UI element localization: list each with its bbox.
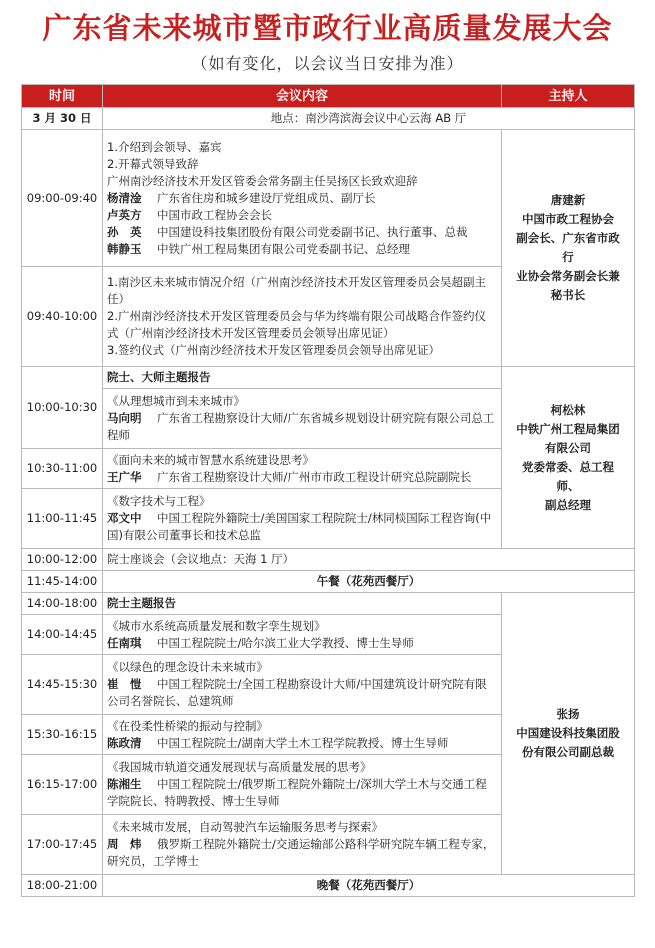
content-line: 广州南沙经济技术开发区管委会常务副主任吴扬区长致欢迎辞 [107, 173, 418, 188]
venue-cell [103, 108, 635, 130]
section-heading: 院士主题报告 [103, 593, 502, 615]
time-cell: 15:30-16:15 [22, 715, 103, 755]
speaker-name: 周 炜 [107, 837, 142, 851]
header-row [22, 85, 635, 108]
topic: 《以绿色的理念设计未来城市》 [107, 660, 268, 674]
speaker-title: 中国工程院院士/湖南大学土木工程学院教授、博士生导师 [157, 735, 449, 750]
content-cell [103, 389, 502, 449]
time-cell: 09:00-09:40 [22, 130, 103, 267]
section-row [22, 593, 635, 615]
host-title-line: 份有限公司副总裁 [522, 745, 614, 759]
content-cell [103, 130, 502, 267]
speaker-line [107, 410, 497, 444]
topic: 《面向未来的城市智慧水系统建设思考》 [107, 452, 314, 467]
speaker-name: 马向明 [107, 411, 142, 425]
speaker-title: 广东省工程勘察设计大师/广州市市政工程设计研究总院副院长 [157, 469, 472, 484]
speaker-name: 崔 愷 [107, 677, 142, 691]
content-cell [103, 615, 502, 655]
content-cell [103, 815, 502, 875]
content-cell [103, 755, 502, 815]
speaker-line [107, 776, 497, 810]
topic: 《数字技术与工程》 [107, 494, 211, 508]
content-cell [103, 267, 502, 367]
speaker-title: 广东省工程勘察设计大师/广东省城乡规划设计研究院有限公司总工程师 [107, 411, 495, 442]
speaker-line [107, 676, 497, 710]
time-cell: 10:00-10:30 [22, 367, 103, 449]
schedule-row [22, 571, 635, 593]
content-line: 3.签约仪式（广州南沙经济技术开发区管理委员会领导出席见证） [107, 343, 440, 357]
page-subtitle: （如有变化，以会议当日安排为准） [191, 54, 464, 73]
date-cell: 3 月 30 日 [22, 108, 103, 130]
time-cell: 17:00-17:45 [22, 815, 103, 875]
speaker-title: 广东省住房和城乡建设厅党组成员、副厅长 [157, 190, 376, 205]
host-title-line: 有限公司 [545, 440, 591, 455]
host-title-line: 业协会常务副会长兼 [516, 269, 620, 283]
time-cell: 14:00-18:00 [22, 593, 103, 615]
section-row [22, 367, 635, 389]
speaker-line [107, 510, 497, 544]
time-cell: 16:15-17:00 [22, 755, 103, 815]
host-title-line: 副总经理 [545, 497, 591, 512]
speaker-name: 韩静玉 [107, 241, 142, 256]
time-cell: 11:00-11:45 [22, 489, 103, 549]
speaker-line [107, 836, 497, 870]
speaker-line [107, 635, 497, 652]
schedule-row [22, 875, 635, 897]
time-cell: 14:45-15:30 [22, 655, 103, 715]
speaker-title: 中国工程院院士/全国工程勘察设计大师/中国建筑设计研究院有限公司名誉院长、总建筑师 [107, 677, 487, 708]
section-heading: 院士、大师主题报告 [103, 367, 502, 389]
header-host: 主持人 [502, 85, 635, 108]
host-name: 张扬 [556, 707, 580, 721]
schedule-table [21, 84, 635, 897]
host-title-line: 中国市政工程协会 [522, 212, 614, 226]
content-cell [103, 449, 502, 489]
content-line: 1.介绍到会领导、嘉宾 [107, 139, 222, 154]
speaker-name: 王广华 [107, 469, 142, 484]
schedule-row [22, 130, 635, 267]
speaker-name: 邓文中 [107, 511, 142, 525]
host-title-line: 中铁广州工程局集团 [516, 421, 620, 436]
speaker-name: 陈政清 [107, 735, 142, 750]
time-cell: 14:00-14:45 [22, 615, 103, 655]
content-line: 2.开幕式领导致辞 [107, 156, 199, 171]
time-cell: 10:30-11:00 [22, 449, 103, 489]
speaker-title: 中国建设科技集团股份有限公司党委副书记、执行董事、总裁 [157, 224, 468, 239]
content-line: 2.广州南沙经济技术开发区管理委员会与华为终端有限公司战略合作签约仪式（广州南沙经济技术开发区管理委员会领导出席见证） [107, 309, 486, 340]
speaker-line [107, 241, 497, 258]
schedule-row [22, 549, 635, 571]
speaker-line [107, 224, 497, 241]
speaker-line [107, 190, 497, 207]
venue-text: 地点：南沙湾滨海会议中心云海 AB 厅 [270, 111, 467, 125]
speaker-name: 任南琪 [107, 635, 142, 650]
meal-cell: 晚餐（花苑西餐厅） [103, 875, 635, 897]
host-cell [502, 367, 635, 549]
header-content: 会议内容 [103, 85, 502, 108]
speaker-line [107, 469, 497, 486]
time-cell: 11:45-14:00 [22, 571, 103, 593]
speaker-name: 杨清淦 [107, 190, 142, 205]
header-time: 时间 [22, 85, 103, 108]
speaker-title: 中国工程院外籍院士/美国国家工程院院士/林同棪国际工程咨询(中国)有限公司董事长和技术总监 [107, 511, 492, 542]
host-cell [502, 593, 635, 875]
date-row [22, 108, 635, 130]
host-title-line: 副会长、广东省市政行 [516, 231, 620, 264]
time-cell: 09:40-10:00 [22, 267, 103, 367]
content-cell [103, 655, 502, 715]
speaker-title: 中国市政工程协会会长 [157, 207, 272, 222]
host-title-line: 党委常委、总工程师、 [522, 459, 614, 493]
host-cell [502, 130, 635, 367]
topic: 《城市水系统高质量发展和数字孪生规划》 [107, 618, 326, 633]
topic: 《从理想城市到未来城市》 [107, 394, 245, 408]
speaker-title: 中铁广州工程局集团有限公司党委副书记、总经理 [157, 241, 410, 256]
meal-cell: 午餐（花苑西餐厅） [103, 571, 635, 593]
content-line: 1.南沙区未来城市情况介绍（广州南沙经济技术开发区管理委员会吴超副主任） [107, 275, 486, 306]
host-name: 柯松林 [550, 402, 586, 417]
time-cell: 18:00-21:00 [22, 875, 103, 897]
content-cell [103, 489, 502, 549]
speaker-title: 俄罗斯工程院外籍院士/交通运输部公路科学研究院车辆工程专家，研究员，工学博士 [107, 837, 495, 868]
speaker-name: 孙 英 [107, 224, 142, 239]
topic: 《我国城市轨道交通发展现状与高质量发展的思考》 [107, 760, 372, 774]
host-name: 唐建新 [550, 193, 586, 207]
content-cell [103, 715, 502, 755]
content-cell: 院士座谈会（会议地点：天海 1 厅） [103, 549, 635, 571]
speaker-title: 中国工程院院士/哈尔滨工业大学教授、博士生导师 [157, 635, 414, 650]
speaker-line [107, 207, 497, 224]
topic: 《在役柔性桥梁的振动与控制》 [107, 718, 268, 733]
host-title-line: 秘书长 [550, 288, 586, 302]
host-title-line: 中国建设科技集团股 [516, 726, 620, 740]
topic: 《未来城市发展，自动驾驶汽车运输服务思考与探索》 [107, 820, 383, 834]
time-cell: 10:00-12:00 [22, 549, 103, 571]
speaker-line [107, 735, 497, 752]
speaker-name: 卢英方 [107, 207, 142, 222]
speaker-title: 中国工程院院士/俄罗斯工程院外籍院士/深圳大学土木与交通工程学院院长、特聘教授、博士生导师 [107, 777, 487, 808]
speaker-name: 陈湘生 [107, 777, 142, 791]
page-title: 广东省未来城市暨市政行业高质量发展大会 [42, 11, 613, 45]
